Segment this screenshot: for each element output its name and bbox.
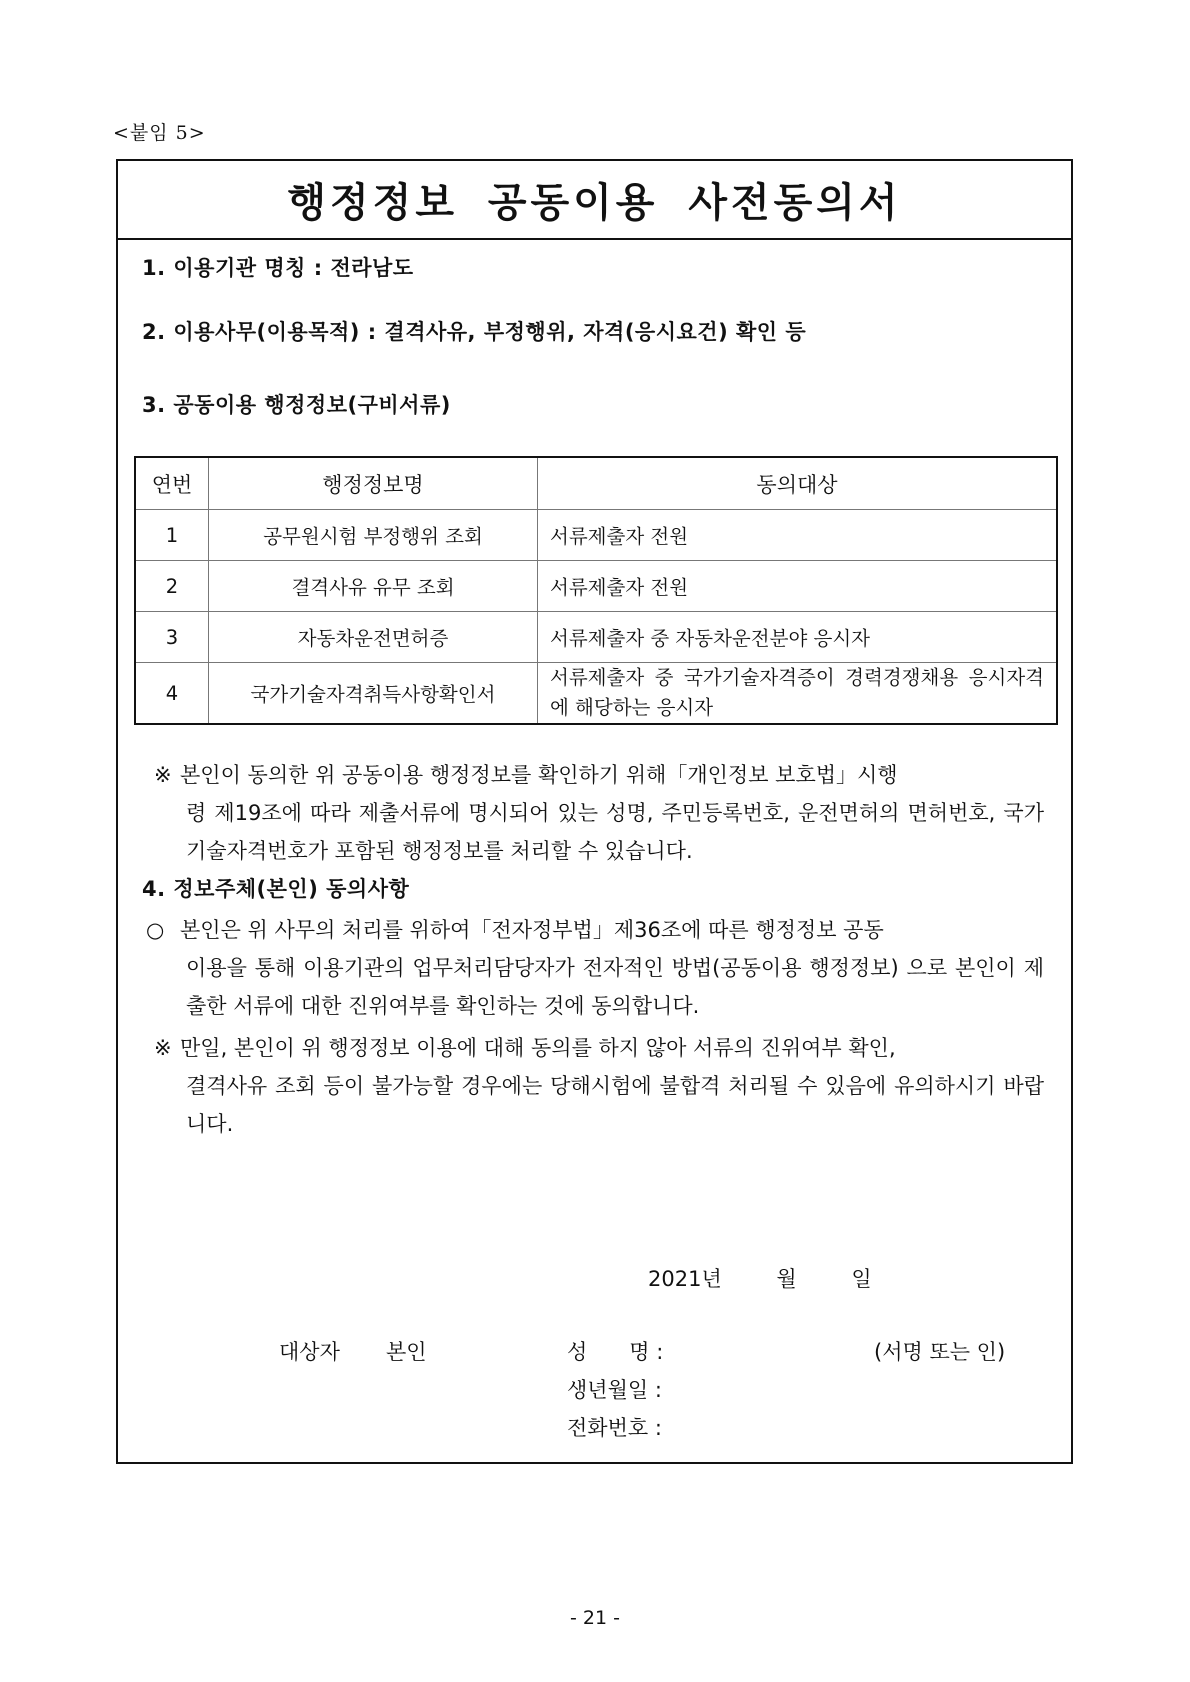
- consent-form: [116, 159, 1073, 1464]
- consent-rest: 이용을 통해 이용기관의 업무처리담당자가 전자적인 방법(공동이용 행정정보) 으로 본인이 제출한 서류에 대한 진위여부를 확인하는 것에 동의합니다.: [186, 956, 1044, 1018]
- table-row: [135, 612, 1057, 663]
- note-disqualification: [154, 1029, 1044, 1143]
- section-2-purpose: 2. 이용사무(이용목적) : 결격사유, 부정행위, 자격(응시요건) 확인 등: [142, 320, 807, 344]
- row-no: 4: [135, 663, 209, 725]
- subject-label: 대상자: [279, 1340, 340, 1364]
- phone-label: 전화번호 :: [567, 1416, 662, 1440]
- table-row: [135, 561, 1057, 612]
- reference-mark-icon: ※: [154, 1036, 172, 1060]
- row-info-name: 국가기술자격취득사항확인서: [209, 663, 538, 725]
- date-year: 2021년: [648, 1267, 722, 1291]
- row-no: 1: [135, 510, 209, 561]
- table-row: [135, 663, 1057, 725]
- consent-statement: [146, 911, 1044, 1025]
- section-1-agency: 1. 이용기관 명칭 : 전라남도: [142, 256, 414, 280]
- reference-mark-icon: ※: [154, 763, 172, 787]
- section-3-heading: 3. 공동이용 행정정보(구비서류): [142, 393, 451, 417]
- table-header-row: [135, 457, 1057, 510]
- header-no: 연번: [135, 457, 209, 510]
- row-info-name: 결격사유 유무 조회: [209, 561, 538, 612]
- consent-line1: 본인은 위 사무의 처리를 위하여「전자정부법」제36조에 따른 행정정보 공동: [180, 918, 884, 942]
- row-consent-target: 서류제출자 중 자동차운전분야 응시자: [538, 612, 1058, 663]
- row-no: 3: [135, 612, 209, 663]
- title-row: [118, 161, 1071, 240]
- row-info-name: 자동차운전면허증: [209, 612, 538, 663]
- header-info-name: 행정정보명: [209, 457, 538, 510]
- admin-info-table: [134, 456, 1058, 725]
- circle-bullet-icon: ○: [146, 918, 165, 942]
- note2-line1: 만일, 본인이 위 행정정보 이용에 대해 동의를 하지 않아 서류의 진위여부 확인,: [180, 1036, 896, 1060]
- note1-line1: 본인이 동의한 위 공동이용 행정정보를 확인하기 위해「개인정보 보호법」시행: [180, 763, 898, 787]
- row-no: 2: [135, 561, 209, 612]
- subject-value: 본인: [386, 1340, 427, 1364]
- sign-hint: (서명 또는 인): [874, 1340, 1006, 1364]
- date-day: 일: [851, 1267, 872, 1291]
- row-info-name: 공무원시험 부정행위 조회: [209, 510, 538, 561]
- table-row: [135, 510, 1057, 561]
- birth-label: 생년월일 :: [567, 1378, 662, 1402]
- page-title: 행정정보 공동이용 사전동의서: [287, 180, 902, 226]
- note1-rest: 령 제19조에 따라 제출서류에 명시되어 있는 성명, 주민등록번호, 운전면허의 면허번호, 국가기술자격번호가 포함된 행정정보를 처리할 수 있습니다.: [186, 801, 1044, 863]
- row-consent-target: 서류제출자 전원: [538, 510, 1058, 561]
- header-consent-target: 동의대상: [538, 457, 1058, 510]
- attachment-label: <붙임 5>: [113, 122, 206, 144]
- row-consent-target: 서류제출자 전원: [538, 561, 1058, 612]
- note2-rest: 결격사유 조회 등이 불가능할 경우에는 당해시험에 불합격 처리될 수 있음에 유의하시기 바랍니다.: [186, 1074, 1044, 1136]
- date-month: 월: [776, 1267, 797, 1291]
- note-processing: [154, 756, 1044, 870]
- date-line: [648, 1263, 872, 1293]
- section-4-heading: 4. 정보주체(본인) 동의사항: [142, 877, 410, 901]
- row-consent-target: 서류제출자 중 국가기술자격증이 경력경쟁채용 응시자격에 해당하는 응시자: [538, 663, 1058, 725]
- name-label: 성 명 :: [567, 1340, 664, 1364]
- page-number: - 21 -: [570, 1607, 620, 1629]
